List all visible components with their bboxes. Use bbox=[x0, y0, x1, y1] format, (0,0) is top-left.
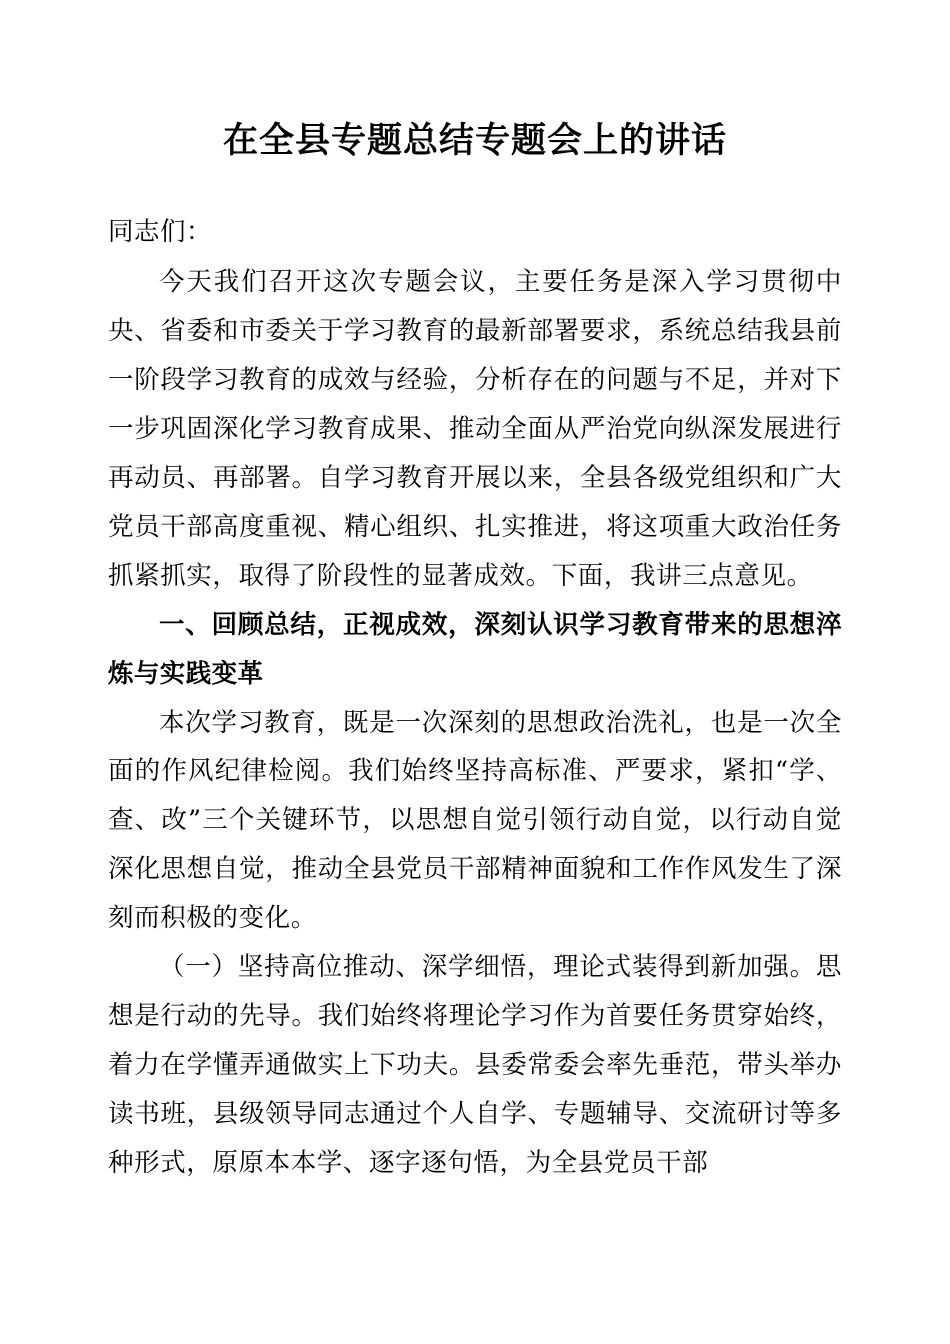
section-heading-one: 一、回顾总结，正视成效，深刻认识学习教育带来的思想淬炼与实践变革 bbox=[108, 609, 842, 689]
paragraph-subsection-one: （一）坚持高位推动、深学细悟，理论式装得到新加强。思想是行动的先导。我们始终将理论学习作为首要任务贯穿始终，着力在学懂弄通做实上下功夫。县委常委会率先垂范，带头举办读书班，县级领导同志通过个人自学、专题辅导、交流研讨等多种形式，原原本本学、逐字逐句悟，为全县党员干部 bbox=[108, 952, 842, 1179]
paragraph-section-one-body: 本次学习教育，既是一次深刻的思想政治洗礼，也是一次全面的作风纪律检阅。我们始终坚持高标准、严要求，紧扣“学、查、改”三个关键环节，以思想自觉引领行动自觉，以行动自觉深化思想自觉，推动全县党员干部精神面貌和工作作风发生了深刻而积极的变化。 bbox=[108, 707, 842, 934]
paragraph-intro: 今天我们召开这次专题会议，主要任务是深入学习贯彻中央、省委和市委关于学习教育的最新部署要求，系统总结我县前一阶段学习教育的成效与经验，分析存在的问题与不足，并对下一步巩固深化学习教育成果、推动全面从严治党向纵深发展进行再动员、再部署。自学习教育开展以来，全县各级党组织和广大党员干部高度重视、精心组织、扎实推进，将这项重大政治任务抓紧抓实，取得了阶段性的显著成效。下面，我讲三点意见。 bbox=[108, 266, 842, 591]
page-title: 在全县专题总结专题会上的讲话 bbox=[222, 120, 727, 161]
salutation: 同志们： bbox=[108, 216, 213, 247]
